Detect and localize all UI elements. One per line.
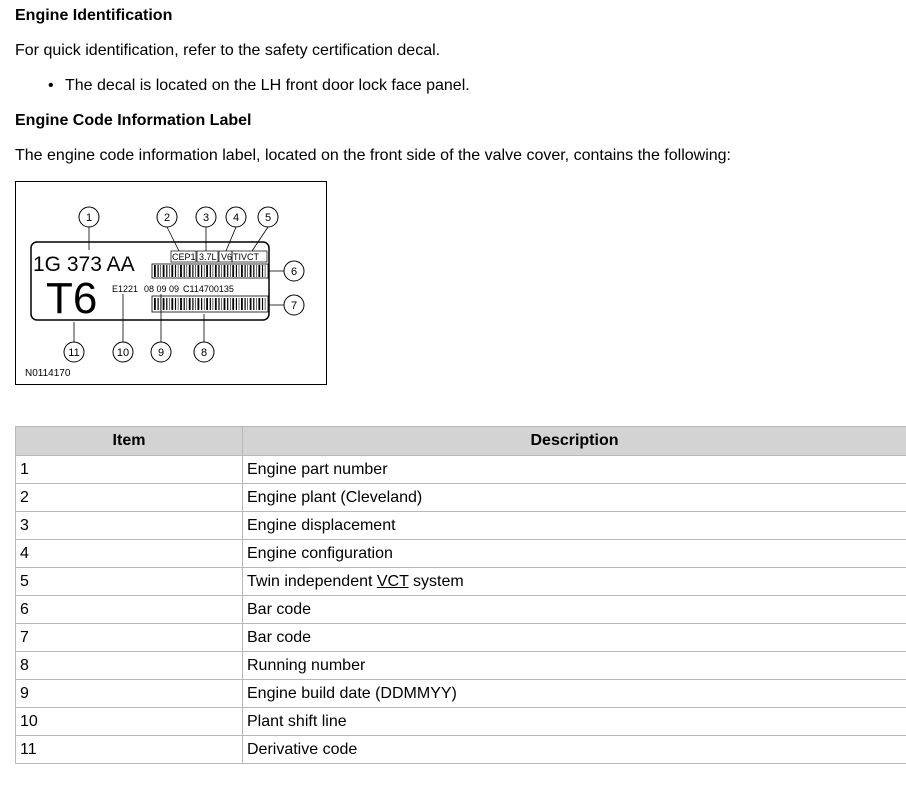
table-row	[16, 540, 906, 568]
engine-label-figure	[15, 181, 327, 385]
description-cell: Bar code	[243, 596, 906, 624]
label-intro-paragraph: The engine code information label, located on the front side of the valve cover, contains the following:	[15, 147, 731, 164]
bullet-text: The decal is located on the LH front door lock face panel.	[65, 77, 470, 94]
item-cell: 2	[16, 484, 243, 512]
engine-code-table	[15, 426, 906, 764]
description-cell: Engine configuration	[243, 540, 906, 568]
item-cell: 4	[16, 540, 243, 568]
table-row	[16, 652, 906, 680]
description-cell: Plant shift line	[243, 708, 906, 736]
svg-text:2: 2	[163, 212, 171, 224]
table-row	[16, 680, 906, 708]
svg-text:4: 4	[232, 212, 240, 224]
item-cell: 7	[16, 624, 243, 652]
description-cell: Engine plant (Cleveland)	[243, 484, 906, 512]
svg-text:7: 7	[290, 300, 298, 312]
label-part-number: 1G 373 AA	[33, 253, 135, 276]
bullet-dot: •	[48, 77, 54, 94]
item-cell: 8	[16, 652, 243, 680]
description-cell: Engine build date (DDMMYY)	[243, 680, 906, 708]
item-cell: 3	[16, 512, 243, 540]
column-header-item: Item	[16, 427, 243, 456]
label-plant-code: CEP1	[172, 252, 196, 262]
item-cell: 1	[16, 456, 243, 484]
description-text: system	[408, 572, 464, 590]
table-row	[16, 484, 906, 512]
column-header-description: Description	[243, 427, 906, 456]
label-configuration: V6	[221, 252, 233, 262]
callout-3	[196, 207, 216, 227]
callout-4	[226, 207, 246, 227]
callout-10	[113, 342, 133, 362]
vct-link[interactable]: VCT	[376, 572, 409, 590]
svg-text:1: 1	[85, 212, 93, 224]
svg-text:8: 8	[200, 347, 208, 359]
figure-id: N0114170	[25, 368, 71, 379]
item-cell: 9	[16, 680, 243, 708]
item-cell: 10	[16, 708, 243, 736]
label-build-date: 08 09 09	[144, 284, 180, 294]
heading-engine-code-label: Engine Code Information Label	[15, 112, 252, 129]
table-row	[16, 568, 906, 596]
callout-5	[258, 207, 278, 227]
item-cell: 6	[16, 596, 243, 624]
label-displacement: 3.7L	[199, 252, 217, 262]
callout-9	[151, 342, 171, 362]
callout-6	[284, 261, 304, 281]
svg-text:10: 10	[116, 347, 130, 359]
callout-2	[157, 207, 177, 227]
svg-text:3: 3	[202, 212, 210, 224]
label-derivative-code: T6	[46, 274, 98, 323]
callout-1	[79, 207, 99, 227]
callout-8	[194, 342, 214, 362]
item-cell: 11	[16, 736, 243, 764]
description-cell: Bar code	[243, 624, 906, 652]
table-header-row	[16, 427, 906, 456]
description-cell: Engine part number	[243, 456, 906, 484]
svg-text:6: 6	[290, 266, 298, 278]
item-cell: 5	[16, 568, 243, 596]
description-cell: Engine displacement	[243, 512, 906, 540]
description-cell	[243, 568, 906, 596]
callout-11	[64, 342, 84, 362]
heading-engine-identification: Engine Identification	[15, 7, 173, 24]
callout-7	[284, 295, 304, 315]
label-shift-line: E1221	[112, 284, 139, 294]
description-cell: Running number	[243, 652, 906, 680]
description-cell: Derivative code	[243, 736, 906, 764]
table-row	[16, 512, 906, 540]
svg-text:5: 5	[264, 212, 272, 224]
svg-text:11: 11	[68, 347, 80, 359]
table-row	[16, 456, 906, 484]
label-running-number: C114700135	[183, 284, 234, 294]
table-row	[16, 624, 906, 652]
table-row	[16, 736, 906, 764]
description-text: Twin independent	[247, 572, 377, 590]
table-row	[16, 596, 906, 624]
label-vct: TIVCT	[233, 252, 259, 262]
table-row	[16, 708, 906, 736]
intro-paragraph: For quick identification, refer to the safety certification decal.	[15, 42, 441, 59]
svg-text:9: 9	[157, 347, 165, 359]
